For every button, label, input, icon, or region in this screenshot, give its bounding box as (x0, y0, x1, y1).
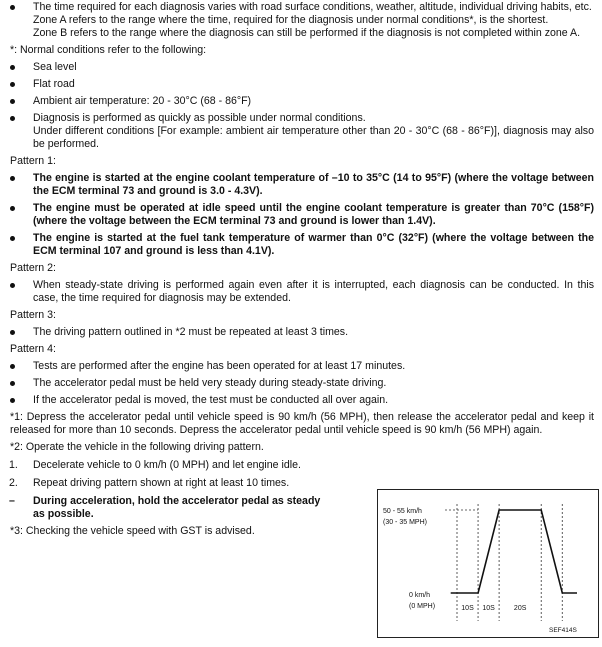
time-note: The time required for each diagnosis varies with road surface conditions, weather, altitude, individual driving habits, etc. (33, 1, 592, 13)
bullet-icon (10, 99, 15, 104)
step-number: 1. (9, 459, 18, 471)
list-item: 1. Decelerate vehicle to 0 km/h (0 MPH) and let engine idle. (9, 459, 301, 471)
document-body (0, 1, 602, 538)
bullet-icon (10, 82, 15, 87)
chart-svg (377, 489, 599, 638)
bullet-icon (10, 381, 15, 386)
bullet-icon (10, 330, 15, 335)
y-label-low: 0 km/h (409, 592, 431, 599)
list-item: The engine is started at the engine coolant temperature of –10 to 35°C (14 to 95°F) (where the voltage between the ECM terminal 73 and ground is 3.0 - 4.3V). (0, 172, 602, 198)
list-item: The engine is started at the fuel tank temperature of warmer than 0°C (32°F) (where the voltage between the ECM terminal 107 and ground is less than 4.1V). (0, 232, 602, 258)
list-item: The engine must be operated at idle speed until the engine coolant temperature is greater than 70°C (158°F) (where the voltage between the ECM terminal 73 and ground is lower than 1.4V). (0, 202, 602, 228)
normal-conditions-heading: *: Normal conditions refer to the following: (10, 44, 207, 56)
bullet-icon (10, 236, 15, 241)
driving-pattern-chart (377, 489, 599, 638)
pattern1-heading: Pattern 1: (10, 155, 56, 167)
zone-a-text: Zone A refers to the range where the time, required for the diagnosis under normal conditions*, is the shortest. (33, 14, 549, 26)
list-item: When steady-state driving is performed again even after it is interrupted, each diagnosis can be conducted. In this case, the time required for diagnosis may be extended. (0, 279, 602, 305)
figure-code: SEF414S (549, 627, 577, 634)
note3-text: *3: Checking the vehicle speed with GST is advised. (10, 525, 255, 537)
y-label-low-mph: (0 MPH) (409, 603, 436, 610)
list-item: Diagnosis is performed as quickly as possible under normal conditions. Under different conditions [For example: ambient air temperature other than 20 - 30°C (68 - 86°F)], diagnosis may also be performed. (0, 112, 602, 151)
list-item: Tests are performed after the engine has been operated for at least 17 minutes. (0, 360, 602, 373)
intro-item (0, 1, 602, 40)
y-label-high: 50 - 55 km/h (383, 508, 422, 515)
list-item: Ambient air temperature: 20 - 30°C (68 - 86°F) (0, 95, 602, 108)
list-item: 2. Repeat driving pattern shown at right at least 10 times. (9, 477, 290, 489)
bullet-icon (10, 398, 15, 403)
note2-heading: *2: Operate the vehicle in the following driving pattern. (10, 441, 264, 453)
step-dash: – (9, 495, 15, 507)
list-item: Flat road (0, 78, 602, 91)
list-item: – During acceleration, hold the accelerator pedal as steady as possible. (9, 495, 321, 520)
pattern4-heading: Pattern 4: (10, 343, 56, 355)
list-item: If the accelerator pedal is moved, the test must be conducted all over again. (0, 394, 602, 407)
segment-duration-label: 20S (513, 605, 527, 612)
speed-profile-line (451, 510, 577, 593)
step-number: 2. (9, 477, 18, 489)
list-item: Sea level (0, 61, 602, 74)
driving-steps (0, 459, 340, 521)
bullet-icon (10, 5, 15, 10)
segment-duration-label: 10S (482, 605, 495, 612)
pattern3-heading: Pattern 3: (10, 309, 56, 321)
pattern2-heading: Pattern 2: (10, 262, 56, 274)
bullet-icon (10, 206, 15, 211)
note1-text: *1: Depress the accelerator pedal until vehicle speed is 90 km/h (56 MPH), then release the accelerator pedal and keep it released for more than 10 seconds. Depress the accelerator pedal until vehicle speed is 90 km/h (56 MPH) again. (10, 411, 594, 436)
zone-b-text: Zone B refers to the range where the diagnosis can still be performed if the diagnosis is not completed within zone A. (33, 27, 581, 39)
bullet-icon (10, 116, 15, 121)
bullet-icon (10, 364, 15, 369)
bullet-icon (10, 283, 15, 288)
list-item: The driving pattern outlined in *2 must be repeated at least 3 times. (0, 326, 602, 339)
segment-duration-label: 10S (461, 605, 474, 612)
list-item: The accelerator pedal must be held very steady during steady-state driving. (0, 377, 602, 390)
bullet-icon (10, 176, 15, 181)
y-label-high-mph: (30 - 35 MPH) (383, 519, 427, 526)
bullet-icon (10, 65, 15, 70)
